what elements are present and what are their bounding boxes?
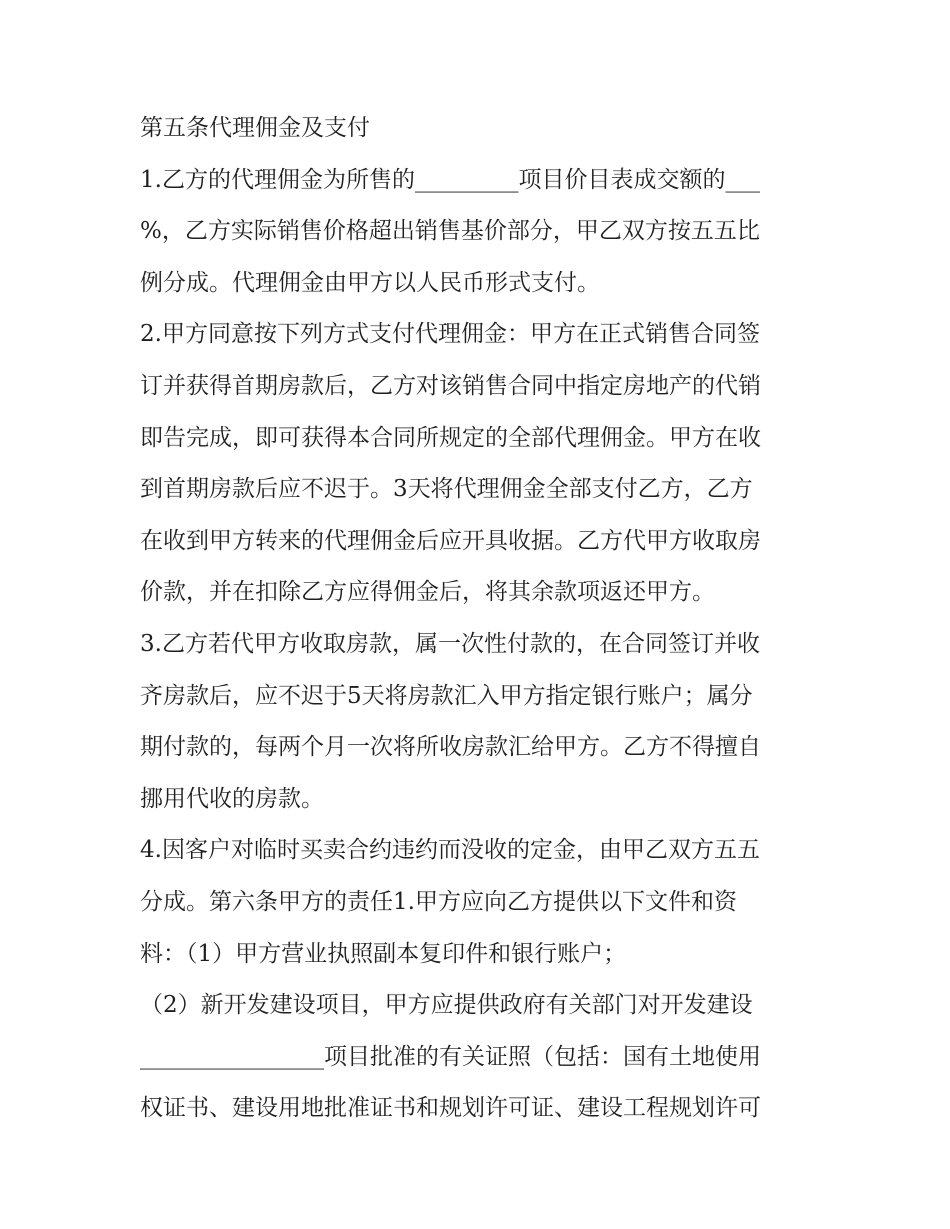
article-5-heading: 第五条代理佣金及支付 — [140, 115, 370, 141]
paragraph-line: 例分成。代理佣金由甲方以人民币形式支付。 — [140, 269, 600, 296]
paragraph-line: %，乙方实际销售价格超出销售基价部分，甲乙双方按五五比 — [140, 218, 760, 245]
paragraph-line: 2.甲方同意按下列方式支付代理佣金：甲方在正式销售合同签 — [140, 321, 760, 348]
paragraph-line: 价款，并在扣除乙方应得佣金后，将其余款项返还甲方。 — [140, 579, 715, 606]
paragraph-line: （2）新开发建设项目，甲方应提供政府有关部门对开发建设 — [140, 992, 753, 1019]
paragraph-line: 分成。第六条甲方的责任1.甲方应向乙方提供以下文件和资 — [140, 888, 737, 915]
paragraph-line: 3.乙方若代甲方收取房款，属一次性付款的，在合同签订并收 — [140, 630, 760, 657]
paragraph-line: 料：（1）甲方营业执照副本复印件和银行账户； — [140, 940, 627, 967]
paragraph-line: 权证书、建设用地批准证书和规划许可证、建设工程规划许可 — [140, 1095, 761, 1122]
paragraph-line: 1.乙方的代理佣金为所售的_________项目价目表成交额的___ — [140, 166, 760, 193]
paragraph-line: ________________项目批准的有关证照（包括：国有土地使用 — [140, 1043, 761, 1070]
paragraph-line: 齐房款后，应不迟于5天将房款汇入甲方指定银行账户；属分 — [140, 682, 753, 709]
paragraph-line: 订并获得首期房款后，乙方对该销售合同中指定房地产的代销 — [140, 372, 761, 399]
document-body — [140, 103, 812, 1135]
paragraph-line: 挪用代收的房款。 — [140, 785, 324, 812]
paragraph-line: 4.因客户对临时买卖合约违约而没收的定金，由甲乙双方五五 — [140, 837, 760, 864]
paragraph-line: 即告完成，即可获得本合同所规定的全部代理佣金。甲方在收 — [140, 424, 761, 451]
paragraph-line: 到首期房款后应不迟于。3天将代理佣金全部支付乙方，乙方 — [140, 476, 753, 503]
paragraph-line: 期付款的，每两个月一次将所收房款汇给甲方。乙方不得擅自 — [140, 734, 761, 761]
paragraph-line: 在收到甲方转来的代理佣金后应开具收据。乙方代甲方收取房 — [140, 527, 761, 554]
